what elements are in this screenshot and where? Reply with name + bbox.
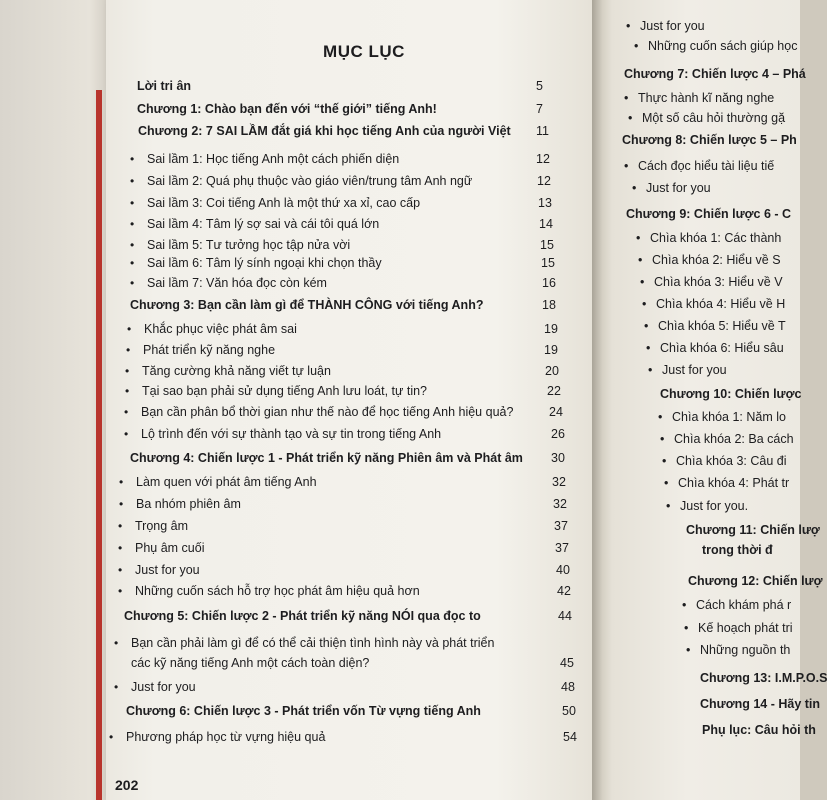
toc-subentry: Chìa khóa 3: Hiểu về V <box>654 275 783 289</box>
bullet-icon: • <box>634 39 639 53</box>
toc-entry-page: 7 <box>536 102 543 116</box>
bullet-icon: • <box>114 636 119 650</box>
toc-entry-page: 54 <box>563 730 577 744</box>
toc-entry-title: Just for you <box>131 680 196 694</box>
toc-subentry: Những cuốn sách giúp học <box>648 39 798 53</box>
toc-entry-page: 16 <box>542 276 556 290</box>
toc-subentry: Cách đọc hiểu tài liệu tiế <box>638 159 775 173</box>
toc-entry-title: Những cuốn sách hỗ trợ học phát âm hiệu quả hơn <box>135 584 420 598</box>
toc-entry-title: Sai lầm 6: Tâm lý sính ngoại khi chọn thầy <box>147 256 382 270</box>
bullet-icon: • <box>127 322 132 336</box>
toc-entry-title: Làm quen với phát âm tiếng Anh <box>136 475 317 489</box>
toc-entry-title: Trọng âm <box>135 519 189 533</box>
bullet-icon: • <box>130 174 135 188</box>
toc-entry-title: Tại sao bạn phải sử dụng tiếng Anh lưu loát, tự tin? <box>142 384 428 398</box>
toc-chapter-entry: trong thời đ <box>702 543 773 557</box>
bullet-icon: • <box>130 238 135 252</box>
toc-subentry: Chìa khóa 1: Các thành <box>650 231 782 245</box>
toc-entry-page: 12 <box>536 152 550 166</box>
toc-title: MỤC LỤC <box>323 42 405 61</box>
toc-entry-page: 32 <box>552 475 566 489</box>
bullet-icon: • <box>624 159 629 173</box>
toc-entry-title: Phương pháp học từ vựng hiệu quả <box>126 730 326 744</box>
toc-subentry: Thực hành kĩ năng nghe <box>638 91 775 105</box>
bullet-icon: • <box>119 497 124 511</box>
toc-subentry: Chìa khóa 2: Ba cách <box>674 432 794 446</box>
bullet-icon: • <box>636 231 641 245</box>
toc-subentry: Just for you. <box>680 499 749 513</box>
toc-subentry: Chìa khóa 6: Hiểu sâu <box>660 341 784 355</box>
toc-entry-page: 15 <box>541 256 555 270</box>
toc-entry-page: 15 <box>540 238 554 252</box>
toc-entry-page: 32 <box>553 497 567 511</box>
red-spine-strip <box>96 90 102 800</box>
right-page <box>612 0 827 800</box>
bullet-icon: • <box>118 563 123 577</box>
bullet-icon: • <box>118 519 123 533</box>
bullet-icon: • <box>130 256 135 270</box>
toc-entry-page: 22 <box>547 384 561 398</box>
toc-subentry: Chìa khóa 5: Hiểu về T <box>658 319 786 333</box>
toc-subentry: Kế hoạch phát tri <box>698 621 793 635</box>
toc-subentry: Chìa khóa 2: Hiểu về S <box>652 253 781 267</box>
bullet-icon: • <box>658 410 663 424</box>
toc-entry-page: 37 <box>554 519 568 533</box>
toc-entry-title: Lộ trình đến với sự thành tạo và sự tin trong tiếng Anh <box>141 427 442 441</box>
toc-entry-page: 42 <box>557 584 571 598</box>
toc-entry-title: Phát triển kỹ năng nghe <box>143 343 276 357</box>
bullet-icon: • <box>124 405 129 419</box>
toc-subentry: Chìa khóa 3: Câu đi <box>676 454 787 468</box>
toc-chapter-entry: Chương 7: Chiến lược 4 – Phá <box>624 67 806 81</box>
bullet-icon: • <box>118 584 123 598</box>
bullet-icon: • <box>130 217 135 231</box>
toc-subentry: Một số câu hỏi thường gặ <box>642 111 786 125</box>
toc-entry-page: 19 <box>544 322 558 336</box>
bullet-icon: • <box>642 297 647 311</box>
bullet-icon: • <box>124 427 129 441</box>
toc-chapter-entry: Chương 11: Chiến lượ <box>686 523 820 537</box>
toc-entry-page: 5 <box>536 79 543 93</box>
bullet-icon: • <box>638 253 643 267</box>
bullet-icon: • <box>662 454 667 468</box>
toc-entry-title: Ba nhóm phiên âm <box>136 497 241 511</box>
bullet-icon: • <box>130 152 135 166</box>
toc-chapter-entry: Chương 10: Chiến lược <box>660 387 802 401</box>
toc-entry-title: Sai lầm 4: Tâm lý sợ sai và cái tôi quá lớn <box>147 217 380 231</box>
bullet-icon: • <box>125 384 130 398</box>
bullet-icon: • <box>114 680 119 694</box>
bullet-icon: • <box>664 476 669 490</box>
toc-subentry: Just for you <box>646 181 711 195</box>
toc-entry-page: 20 <box>545 364 559 378</box>
toc-entry-title: Sai lầm 2: Quá phụ thuộc vào giáo viên/trung tâm Anh ngữ <box>147 174 473 188</box>
bullet-icon: • <box>626 19 631 33</box>
bullet-icon: • <box>684 621 689 635</box>
toc-entry-page: 24 <box>549 405 563 419</box>
toc-entry-page: 14 <box>539 217 553 231</box>
toc-entry-title: Bạn cần phân bổ thời gian như thế nào để học tiếng Anh hiệu quả? <box>141 405 514 419</box>
page-number: 202 <box>115 777 139 793</box>
toc-entry-title: Chương 6: Chiến lược 3 - Phát triển vốn Từ vựng tiếng Anh <box>126 704 481 718</box>
toc-subentry: Những nguồn th <box>700 643 791 657</box>
bullet-icon: • <box>130 276 135 290</box>
toc-entry-title: Just for you <box>135 563 200 577</box>
toc-entry-title: Chương 3: Bạn cần làm gì để THÀNH CÔNG với tiếng Anh? <box>130 298 484 312</box>
toc-entry-page: 37 <box>555 541 569 555</box>
toc-entry-title: Phụ âm cuối <box>135 541 205 555</box>
toc-entry-title: Sai lầm 7: Văn hóa đọc còn kém <box>147 276 327 290</box>
toc-entry-title: Bạn cần phải làm gì để có thể cải thiện tình hình này và phát triển <box>131 636 495 650</box>
bullet-icon: • <box>660 432 665 446</box>
toc-entry-page: 11 <box>536 124 549 138</box>
toc-chapter-entry: Chương 12: Chiến lượ <box>688 574 823 588</box>
toc-entry-page: 26 <box>551 427 565 441</box>
toc-subentry: Just for you <box>640 19 705 33</box>
bullet-icon: • <box>624 91 629 105</box>
toc-subentry: Chìa khóa 1: Năm lo <box>672 410 786 424</box>
bullet-icon: • <box>686 643 691 657</box>
toc-entry-title: Sai lầm 1: Học tiếng Anh một cách phiến diện <box>147 152 400 166</box>
toc-entry-page: 45 <box>560 656 574 670</box>
bullet-icon: • <box>648 363 653 377</box>
bullet-icon: • <box>119 475 124 489</box>
toc-entry-title: Chương 1: Chào bạn đến với “thế giới” tiếng Anh! <box>137 102 437 116</box>
toc-entry-page: 12 <box>537 174 551 188</box>
bullet-icon: • <box>109 730 114 744</box>
bullet-icon: • <box>666 499 671 513</box>
bullet-icon: • <box>118 541 123 555</box>
toc-entry-page: 13 <box>538 196 552 210</box>
toc-chapter-entry: Chương 14 - Hãy tin <box>700 697 821 711</box>
toc-entry-page: 18 <box>542 298 556 312</box>
toc-entry-title: Sai lầm 5: Tư tưởng học tập nửa vời <box>147 238 351 252</box>
toc-entry-page: 30 <box>551 451 565 465</box>
toc-entry-title: Tăng cường khả năng viết tự luận <box>142 364 331 378</box>
toc-entry-title: Khắc phục việc phát âm sai <box>144 322 297 336</box>
toc-chapter-entry: Chương 9: Chiến lược 6 - C <box>626 207 792 221</box>
toc-entry-title: Chương 5: Chiến lược 2 - Phát triển kỹ năng NÓI qua đọc to <box>124 609 481 623</box>
bullet-icon: • <box>130 196 135 210</box>
toc-subentry: Chìa khóa 4: Hiểu về H <box>656 297 786 311</box>
toc-entry-page: 19 <box>544 343 558 357</box>
bullet-icon: • <box>646 341 651 355</box>
adjacent-book-edge <box>0 0 112 800</box>
toc-subentry: Chìa khóa 4: Phát tr <box>678 476 790 490</box>
toc-entry-page: 50 <box>562 704 576 718</box>
toc-entry-title: Chương 4: Chiến lược 1 - Phát triển kỹ năng Phiên âm và Phát âm <box>130 451 523 465</box>
bullet-icon: • <box>125 364 130 378</box>
toc-entry-page: 44 <box>558 609 572 623</box>
toc-subentry: Just for you <box>662 363 727 377</box>
toc-subentry: Cách khám phá r <box>696 598 792 612</box>
bullet-icon: • <box>682 598 687 612</box>
left-page <box>106 0 592 800</box>
toc-entry-title: Sai lầm 3: Coi tiếng Anh là một thứ xa xỉ, cao cấp <box>147 196 421 210</box>
bullet-icon: • <box>628 111 633 125</box>
toc-entry-title: Lời tri ân <box>137 79 192 93</box>
toc-entry-title: các kỹ năng tiếng Anh một cách toàn diện? <box>131 656 370 670</box>
toc-chapter-entry: Chương 8: Chiến lược 5 – Ph <box>622 133 797 147</box>
toc-entry-title: Chương 2: 7 SAI LẦM đắt giá khi học tiếng Anh của người Việt <box>138 124 511 138</box>
bullet-icon: • <box>644 319 649 333</box>
toc-entry-page: 40 <box>556 563 570 577</box>
bullet-icon: • <box>632 181 637 195</box>
toc-chapter-entry: Phụ lục: Câu hỏi th <box>702 723 816 737</box>
bullet-icon: • <box>640 275 645 289</box>
toc-chapter-entry: Chương 13: I.M.P.O.S <box>700 671 827 685</box>
bullet-icon: • <box>126 343 131 357</box>
toc-entry-page: 48 <box>561 680 575 694</box>
